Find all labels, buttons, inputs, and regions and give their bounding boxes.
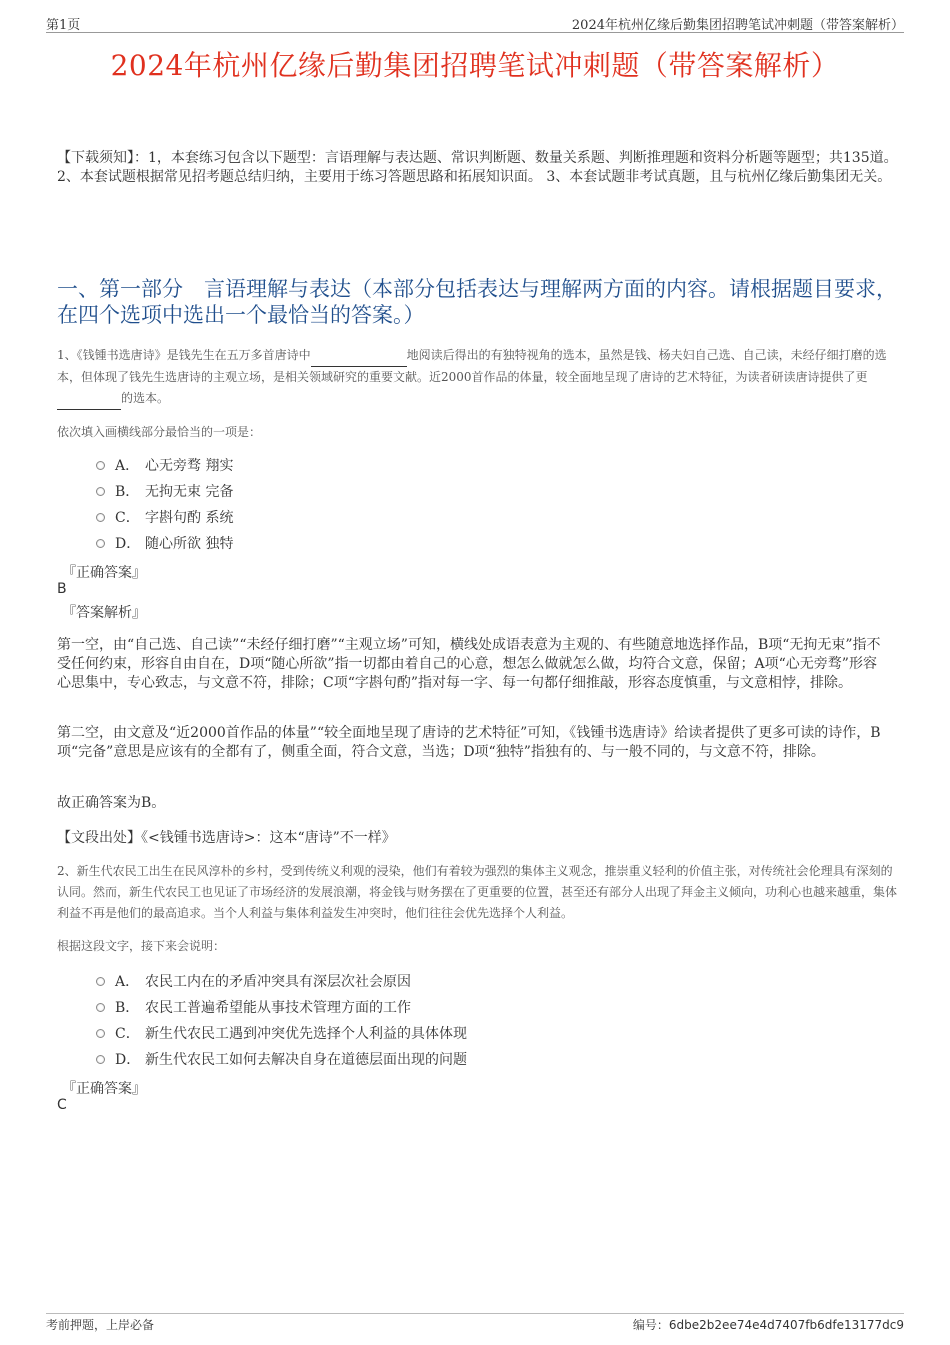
- question-2-option-b[interactable]: B． 农民工普遍希望能从事技术管理方面的工作: [96, 994, 467, 1020]
- document-title: 2024年杭州亿缘后勤集团招聘笔试冲刺题（带答案解析）: [110, 49, 840, 82]
- radio-icon[interactable]: [96, 461, 105, 470]
- download-notice: 【下载须知】：1，本套练习包含以下题型：言语理解与表达题、常识判断题、数量关系题、判断推理题和资料分析题等题型；共135道。 2、本套试题根据常见招考题总结归纳，主要用于练习答题思路和拓展知识面。 3、本套试题非考试真题，且与杭州亿缘后勤集团无关。: [57, 150, 898, 185]
- radio-icon[interactable]: [96, 1029, 105, 1038]
- radio-icon[interactable]: [96, 539, 105, 548]
- fill-blank-1: [311, 345, 407, 367]
- section-heading: 一、第一部分 言语理解与表达（本部分包括表达与理解两方面的内容。请根据题目要求，在四个选项中选出一个最恰当的答案。）: [57, 277, 897, 327]
- question-2-text: 2、新生代农民工出生在民风淳朴的乡村，受到传统义利观的浸染，他们有着较为强烈的集体主义观念，推崇重义轻利的价值主张，对传统社会伦理具有深刻的认同。然而，新生代农民工也见证了市场经济的发展浪潮，将金钱与财务摆在了更重要的位置，甚至还有部分人出现了拜金主义倾向，功利心也越来越重，集体利益不再是他们的最高追求。当个人利益与集体利益发生冲突时，他们往往会优先选择个人利益。: [57, 864, 898, 920]
- question-2-options: [96, 968, 467, 1072]
- fill-blank-2: [57, 388, 121, 410]
- question-2-option-c[interactable]: C． 新生代农民工遇到冲突优先选择个人利益的具体体现: [96, 1020, 467, 1046]
- question-2-answer-label: 『正确答案』: [62, 1081, 146, 1097]
- question-1-option-d[interactable]: D． 随心所欲 独特: [96, 530, 233, 556]
- question-1-option-b[interactable]: B． 无拘无束 完备: [96, 478, 233, 504]
- question-1-text: [57, 345, 899, 410]
- question-1-prompt: 依次填入画横线部分最恰当的一项是：: [57, 425, 262, 439]
- question-1-text-part-a: 1、《钱锺书选唐诗》是钱先生在五万多首唐诗中: [57, 348, 311, 362]
- radio-icon[interactable]: [96, 1055, 105, 1064]
- question-1-text-part-c: 的选本。: [121, 391, 170, 405]
- page-number: 第1页: [46, 18, 81, 33]
- document-id-value: 6dbe2b2ee74e4d7407fb6dfe13177dc9: [668, 1318, 904, 1332]
- footer-slogan: 考前押题，上岸必备: [46, 1318, 155, 1332]
- question-1-analysis-label: 『答案解析』: [62, 605, 146, 621]
- radio-icon[interactable]: [96, 487, 105, 496]
- radio-icon[interactable]: [96, 1003, 105, 1012]
- footer-rule: [46, 1313, 904, 1314]
- question-2-option-a[interactable]: A． 农民工内在的矛盾冲突具有深层次社会原因: [96, 968, 467, 994]
- question-1-conclusion: 故正确答案为B。: [57, 795, 166, 811]
- question-1-answer-label: 『正确答案』: [62, 565, 146, 581]
- header-rule: [46, 32, 904, 33]
- question-1-analysis-paragraph-2: 第二空，由文意及“近2000首作品的体量”“较全面地呈现了唐诗的艺术特征”可知，《钱锺书选唐诗》给读者提供了更多可读的诗作，B项“完备”意思是应该有的全都有了，侧重全面，符合文意，当选；D项“独特”指独有的、与一般不同的，与文意不符，排除。: [57, 725, 881, 760]
- question-1-option-c[interactable]: C． 字斟句酌 系统: [96, 504, 233, 530]
- question-1-answer: B: [57, 581, 67, 597]
- running-title: 2024年杭州亿缘后勤集团招聘笔试冲刺题（带答案解析）: [571, 18, 904, 33]
- radio-icon[interactable]: [96, 513, 105, 522]
- question-1-analysis-paragraph-1: 第一空，由“自己选、自己读”“未经仔细打磨”“主观立场”可知，横线处成语表意为主观的、有些随意地选择作品，B项“无拘无束”指不受任何约束，形容自由自在，D项“随心所欲”指一切都由着自己的心意，想怎么做就怎么做，均符合文意，保留；A项“心无旁骛”形容心思集中，专心致志，与文意不符，排除；C项“字斟句酌”指对每一字、每一句都仔细推敲，形容态度慎重，与文意相悖，排除。: [57, 637, 881, 691]
- question-1-text-part-b: 地阅读后得出的有独特视角的选本，虽然是钱、杨夫妇自己选、自己读，未经仔细打磨的选本，但体现了钱先生选唐诗的主观立场，是相关领域研究的重要文献。近2000首作品的体量，较全面地呈现了唐诗的艺术特征，为读者研读唐诗提供了更: [57, 348, 887, 384]
- question-1-source: 【文段出处】《<钱锺书选唐诗>：这本“唐诗”不一样》: [57, 830, 396, 846]
- question-1-options: [96, 452, 233, 556]
- radio-icon[interactable]: [96, 977, 105, 986]
- question-2-prompt: 根据这段文字，接下来会说明：: [57, 939, 226, 953]
- question-2-option-d[interactable]: D． 新生代农民工如何去解决自身在道德层面出现的问题: [96, 1046, 467, 1072]
- question-2-answer: C: [57, 1097, 67, 1113]
- document-id-label: 编号：: [632, 1318, 669, 1332]
- document-id: [633, 1316, 904, 1333]
- question-1-option-a[interactable]: A． 心无旁骛 翔实: [96, 452, 233, 478]
